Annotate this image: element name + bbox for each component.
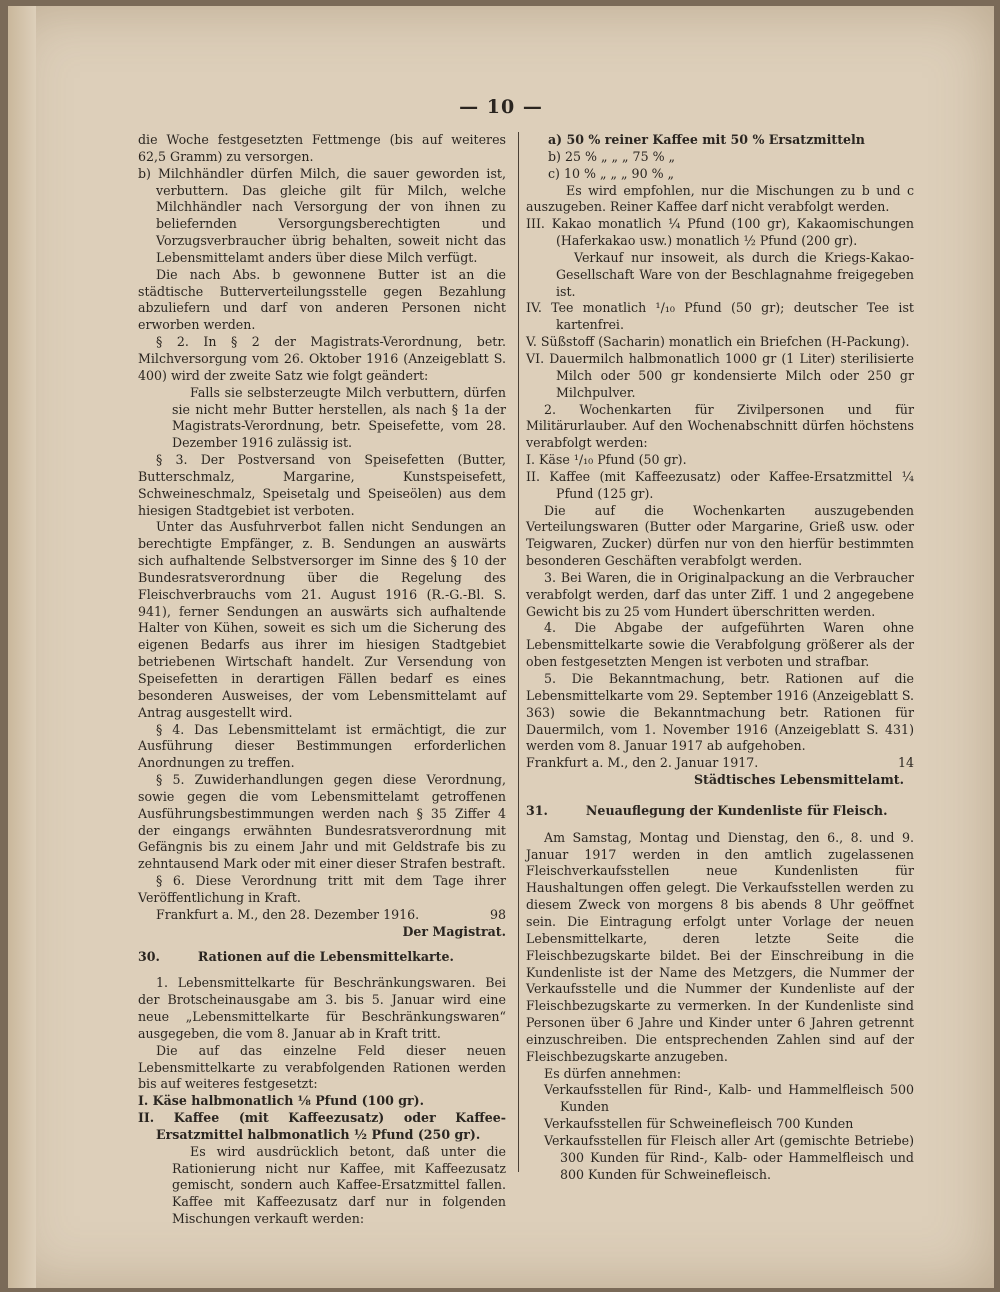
paragraph: Die auf das einzelne Feld dieser neuen Lebensmittelkarte zu verabfolgenden Rationen werden bis auf weiteres festgesetzt: — [138, 1042, 506, 1092]
mixture-item: a) 50 % reiner Kaffee mit 50 % Ersatzmitteln — [548, 132, 865, 147]
list-item: VI. Dauermilch halbmonatlich 1000 gr (1 Liter) sterilisierte Milch oder 500 gr kondensierte Milch oder 250 gr Milchpulver. — [526, 350, 914, 400]
signature-line — [138, 907, 506, 924]
left-column — [138, 132, 506, 1228]
mixture-item: b) 25 % „ „ „ 75 % „ — [548, 148, 676, 164]
page-number: — 10 — — [459, 96, 543, 118]
signature-line — [526, 755, 914, 772]
list-item: Verkaufsstellen für Schweinefleisch 700 Kunden — [544, 1116, 854, 1132]
paragraph: § 5. Zuwiderhandlungen gegen diese Verordnung, sowie gegen die vom Lebensmittelamt getroffenen Ausführungsbestimmungen werden nach § 35 Ziffer 4 der eingangs erwähnten Bundesratsverordnung mit Gefängnis bis zu einem Jahr und mit Geldstrafe bis zu zehntausend Mark oder mit einer dieser Strafen bestraft. — [138, 772, 506, 872]
paragraph: Falls sie selbsterzeugte Milch verbuttern, dürfen sie nicht mehr Butter herstellen, als nach § 1a der Magistrats-Verordnung, betr. Speisefette, vom 28. Dezember 1916 zulässig ist. — [172, 384, 506, 451]
section-heading — [526, 803, 914, 820]
signature-place-date: Frankfurt a. M., den 2. Januar 1917. — [526, 755, 759, 771]
paragraph: § 3. Der Postversand von Speisefetten (Butter, Butterschmalz, Margarine, Kunstspeisefett, Schweineschmalz, Speisetalg und Speiseölen) aus dem hiesigen Stadtgebiet ist verboten. — [138, 452, 506, 518]
paragraph: die Woche festgesetzten Fettmenge (bis auf weiteres 62,5 Gramm) zu versorgen. — [138, 132, 506, 164]
paragraph: § 4. Das Lebensmittelamt ist ermächtigt, die zur Ausführung dieser Bestimmungen erforderlichen Anordnungen zu treffen. — [138, 721, 506, 771]
signature-number: 98 — [489, 906, 506, 922]
paragraph: 1. Lebensmittelkarte für Beschränkungswaren. Bei der Brotscheinausgabe am 3. bis 5. Januar wird eine neue „Lebensmittelkarte für Beschränkungswaren“ ausgegeben, die vom 8. Januar ab in Kraft tritt. — [138, 975, 506, 1041]
list-item: V. Süßstoff (Sacharin) monatlich ein Briefchen (H-Packung). — [526, 334, 910, 350]
paragraph: Es wird empfohlen, nur die Mischungen zu b und c auszugeben. Reiner Kaffee darf nicht verabfolgt werden. — [526, 182, 914, 215]
paragraph: Es dürfen annehmen: — [544, 1065, 682, 1081]
section-number: 30. — [138, 948, 160, 964]
mixture-item: c) 10 % „ „ „ 90 % „ — [548, 165, 675, 181]
paragraph: 5. Die Bekanntmachung, betr. Rationen auf die Lebensmittelkarte vom 29. September 1916 (Anzeigeblatt S. 363) sowie die Bekanntmachung betr. Rationen für Dauermilch, vom 1. November 1916 (Anzeigeblatt S. 431) werden vom 8. Januar 1917 ab aufgehoben. — [526, 671, 914, 754]
column-rule — [518, 132, 519, 1172]
paragraph: Am Samstag, Montag und Dienstag, den 6., 8. und 9. Januar 1917 werden in den amtlich zugelassenen Fleischverkaufsstellen neue Kundenlisten für Haushaltungen offen gelegt. Die Verkaufsstellen werden zu diesem Zweck von morgens 8 bis abends 8 Uhr geöffnet sein. Die Eintragung erfolgt unter Vorlage der neuen Lebensmittelkarte, deren letzte Seite die Fleischbezugskarte bildet. Bei der Einschreibung in die Kundenliste ist der Name des Metzgers, die Nummer der Verkaufsstelle und die Nummer der Kundenliste auf der Fleischbezugskarte zu vermerken. In der Kundenliste sind Personen über 6 Jahre und Kinder unter 6 Jahren getrennt einzuschreiben. Die entsprechenden Zahlen sind auf der Fleischbezugskarte anzugeben. — [526, 829, 914, 1064]
list-item: II. Kaffee (mit Kaffeezusatz) oder Kaffee-Ersatzmittel ¼ Pfund (125 gr). — [526, 468, 914, 501]
list-item: IV. Tee monatlich ¹/₁₀ Pfund (50 gr); deutscher Tee ist kartenfrei. — [526, 300, 914, 333]
section-title: Rationen auf die Lebensmittelkarte. — [197, 948, 454, 964]
paragraph: § 2. In § 2 der Magistrats-Verordnung, betr. Milchversorgung vom 26. Oktober 1916 (Anzeigeblatt S. 400) wird der zweite Satz wie folgt geändert: — [138, 334, 506, 383]
paragraph: Die auf die Wochenkarten auszugebenden Verteilungswaren (Butter oder Margarine, Grieß usw. oder Teigwaren, Zucker) dürfen nur von den hierfür bestimmten besonderen Geschäften verabfolgt werden. — [526, 502, 914, 569]
paragraph: Unter das Ausfuhrverbot fallen nicht Sendungen an berechtigte Empfänger, z. B. Sendungen an auswärts sich aufhaltende Selbstversorger im Sinne des § 10 der Bundesratsverordnung über die Regelung des Fleischverbrauchs vom 21. August 1916 (R.-G.-Bl. S. 941), ferner Sendungen an auswärts sich aufhaltende Halter von Kühen, soweit es sich um die Sicherung des eigenen Bedarfs aus ihrer im hiesigen Stadtgebiet betriebenen Wirtschaft handelt. Zur Versendung von Speisefetten in derartigen Fällen bedarf es eines besonderen Ausweises, der vom Lebensmittelamt auf Antrag ausgestellt wird. — [138, 519, 506, 720]
list-item: III. Kakao monatlich ¼ Pfund (100 gr), Kakaomischungen (Haferkakao usw.) monatlich ½ Pfund (200 gr). — [526, 216, 914, 249]
signature-authority: Städtisches Lebensmittelamt. — [693, 772, 904, 788]
list-item: Verkaufsstellen für Rind-, Kalb- und Hammelfleisch 500 Kunden — [544, 1082, 914, 1115]
section-number: 31. — [526, 802, 548, 818]
list-item: I. Käse ¹/₁₀ Pfund (50 gr). — [526, 452, 687, 468]
paragraph: Es wird ausdrücklich betont, daß unter die Rationierung nicht nur Kaffee, mit Kaffeezusatz gemischt, sondern auch Kaffee-Ersatzmittel fallen. Kaffee mit Kaffeezusatz darf nur in folgenden Mischungen verkauft werden: — [172, 1143, 506, 1227]
paragraph: b) Milchhändler dürfen Milch, die sauer geworden ist, verbuttern. Das gleiche gilt für Milch, welche Milchhändler nach Versorgung der von ihnen zu beliefernden Versorgungsberechtigten und Vorzugsverbraucher übrig behalten, soweit nicht das Lebensmittelamt anders über diese Milch verfügt. — [138, 165, 506, 265]
binding-edge — [8, 6, 36, 1288]
paragraph: 4. Die Abgabe der aufgeführten Waren ohne Lebensmittelkarte sowie die Verabfolgung größerer als der oben festgesetzten Mengen ist verboten und strafbar. — [526, 620, 914, 670]
list-item: II. Kaffee (mit Kaffeezusatz) oder Kaffee-Ersatzmittel halbmonatlich ½ Pfund (250 gr). — [138, 1110, 506, 1142]
signature-number: 14 — [897, 755, 914, 771]
right-column — [526, 132, 914, 1183]
page-sheet — [8, 6, 994, 1288]
signature-authority: Der Magistrat. — [402, 923, 506, 939]
list-item: I. Käse halbmonatlich ⅛ Pfund (100 gr). — [138, 1093, 425, 1109]
section-title: Neuauflegung der Kundenliste für Fleisch. — [585, 802, 888, 818]
section-heading — [138, 949, 506, 966]
paragraph: 2. Wochenkarten für Zivilpersonen und für Militärurlauber. Auf den Wochenabschnitt dürfen höchstens verabfolgt werden: — [526, 401, 914, 451]
paragraph: § 6. Diese Verordnung tritt mit dem Tage ihrer Veröffentlichung in Kraft. — [138, 873, 506, 905]
signature-place-date: Frankfurt a. M., den 28. Dezember 1916. — [156, 906, 420, 922]
paragraph: Verkauf nur insoweit, als durch die Kriegs-Kakao-Gesellschaft Ware von der Beschlagnahme freigegeben ist. — [556, 249, 914, 299]
list-item: Verkaufsstellen für Fleisch aller Art (gemischte Betriebe) 300 Kunden für Rind-, Kalb- oder Hammelfleisch und 800 Kunden für Schweinefleisch. — [544, 1132, 914, 1182]
paragraph: 3. Bei Waren, die in Originalpackung an die Verbraucher verabfolgt werden, darf das unter Ziff. 1 und 2 angegebene Gewicht bis zu 25 vom Hundert überschritten werden. — [526, 569, 914, 619]
paragraph: Die nach Abs. b gewonnene Butter ist an die städtische Butterverteilungsstelle gegen Bezahlung abzuliefern und darf von anderen Personen nicht erworben werden. — [138, 266, 506, 333]
